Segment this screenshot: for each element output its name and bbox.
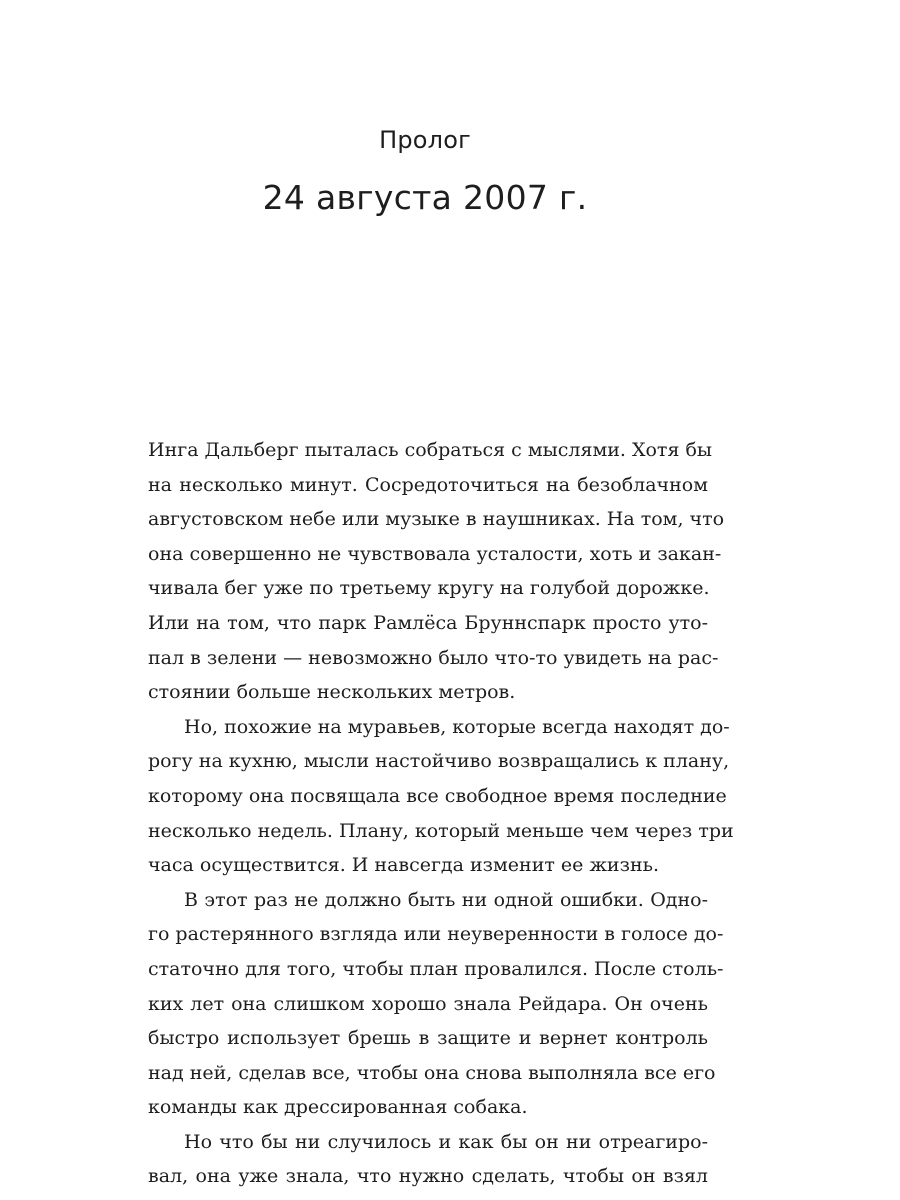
text-line: вал, она уже знала, что нужно сделать, чтобы он взял <box>148 1165 708 1188</box>
text-line: несколько недель. Плану, который меньше чем через три <box>148 819 734 842</box>
paragraph-1 <box>148 433 725 710</box>
paragraph-2 <box>148 710 734 883</box>
text-line: ких лет она слишком хорошо знала Рейдара. Он очень <box>148 992 708 1015</box>
text-line: чивала бег уже по третьему кругу на голубой дорожке. <box>148 577 710 600</box>
text-line: которому она посвящала все свободное время последние <box>148 784 727 807</box>
text-line: она совершенно не чувствовала усталости, хоть и закан- <box>148 542 722 565</box>
text-line: быстро использует брешь в защите и вернет контроль <box>148 1027 708 1050</box>
text-line: Но что бы ни случилось и как бы он ни отреагиро- <box>184 1130 708 1153</box>
chapter-label: Пролог <box>379 126 471 154</box>
text-line: Инга Дальберг пыталась собраться с мыслями. Хотя бы <box>148 439 713 461</box>
text-line: Или на том, что парк Рамлёса Бруннспарк просто уто- <box>148 611 708 634</box>
body-text <box>148 433 734 1194</box>
text-line: на несколько минут. Сосредоточиться на безоблачном <box>148 473 708 496</box>
text-line: августовском небе или музыке в наушниках. На том, что <box>148 508 725 531</box>
text-line: Но, похожие на муравьев, которые всегда находят до- <box>184 715 730 738</box>
text-line: го растерянного взгляда или неуверенности в голосе до- <box>148 923 724 946</box>
paragraph-4 <box>148 1125 708 1194</box>
paragraph-3 <box>148 883 724 1125</box>
text-line: стоянии больше нескольких метров. <box>148 681 516 704</box>
text-line: над ней, сделав все, чтобы она снова выполняла все его <box>148 1061 716 1084</box>
text-line: статочно для того, чтобы план провалился. После столь- <box>148 957 724 980</box>
text-line: рогу на кухню, мысли настойчиво возвращались к плану, <box>148 750 730 773</box>
text-line: часа осуществится. И навсегда изменит ее жизнь. <box>148 854 660 877</box>
text-line: команды как дрессированная собака. <box>148 1096 528 1119</box>
text-line: пал в зелени — невозможно было что-то увидеть на рас- <box>148 646 719 669</box>
text-line: В этот раз не должно быть ни одной ошибки. Одно- <box>184 888 708 911</box>
chapter-date: 24 августа 2007 г. <box>262 178 588 217</box>
